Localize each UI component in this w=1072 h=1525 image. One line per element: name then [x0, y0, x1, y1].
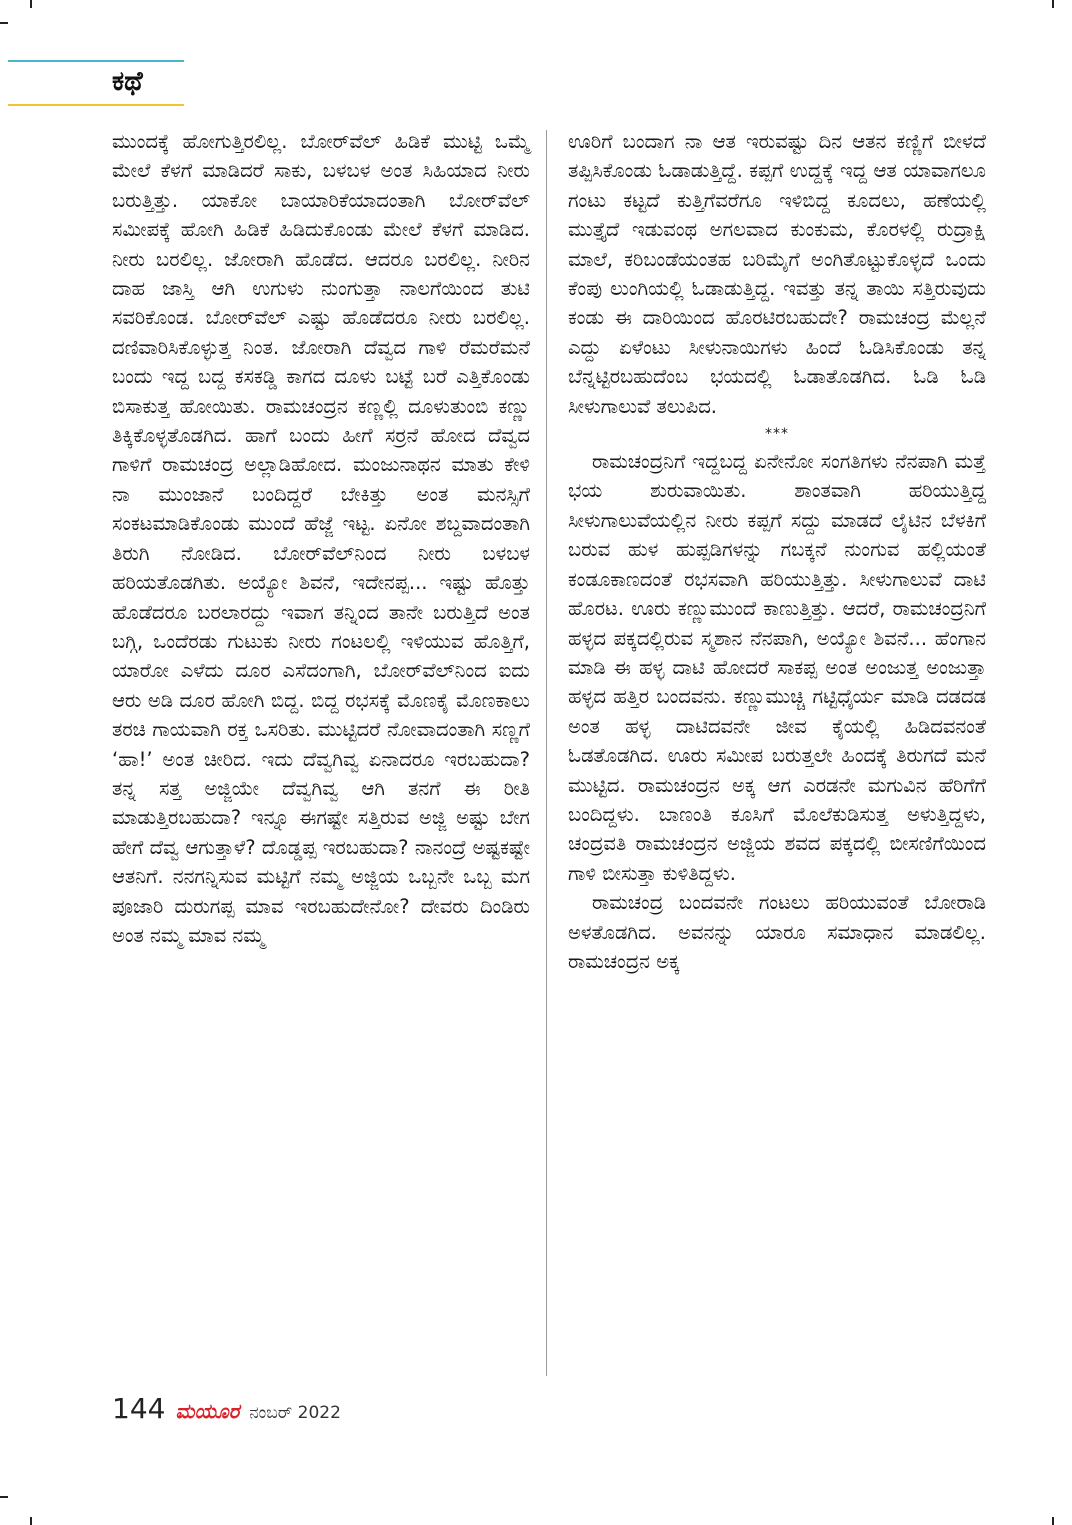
- paragraph: ಮುಂದಕ್ಕೆ ಹೋಗುತ್ತಿರಲಿಲ್ಲ. ಬೋರ್‌ವೆಲ್ ಹಿಡಿಕೆ ಮುಟ್ಟಿ ಒಮ್ಮೆ ಮೇಲೆ ಕೆಳಗೆ ಮಾಡಿದರೆ ಸಾಕು, ಬಳಬಳ ಅಂತ ಸಿಹಿಯಾದ ನೀರು ಬರುತ್ತಿತ್ತು. ಯಾಕೋ ಬಾಯಾರಿಕೆಯಾದಂತಾಗಿ ಬೋರ್‌ವೆಲ್ ಸಮೀಪಕ್ಕೆ ಹೋಗಿ ಹಿಡಿಕೆ ಹಿಡಿದುಕೊಂಡು ಮೇಲೆ ಕೆಳಗೆ ಮಾಡಿದ. ನೀರು ಬರಲಿಲ್ಲ. ಜೋರಾಗಿ ಹೊಡೆದ. ಆದರೂ ಬರಲಿಲ್ಲ. ನೀರಿನ ದಾಹ ಜಾಸ್ತಿ ಆಗಿ ಉಗುಳು ನುಂಗುತ್ತಾ ನಾಲಗೆಯಿಂದ ತುಟಿ ಸವರಿಕೊಂಡ. ಬೋರ್‌ವೆಲ್ ಎಷ್ಟು ಹೊಡೆದರೂ ನೀರು ಬರಲಿಲ್ಲ. ದಣಿವಾರಿಸಿಕೊಳ್ಳುತ್ತ ನಿಂತ. ಜೋರಾಗಿ ದೆವ್ವದ ಗಾಳಿ ರೆಮರೆಮನೆ ಬಂದು ಇದ್ದ ಬದ್ದ ಕಸಕಡ್ಡಿ ಕಾಗದ ದೂಳು ಬಟ್ಟೆ ಬರೆ ಎತ್ತಿಕೊಂಡು ಬಿಸಾಕುತ್ತ ಹೋಯಿತು. ರಾಮಚಂದ್ರನ ಕಣ್ಣಲ್ಲಿ ದೂಳುತುಂಬಿ ಕಣ್ಣು ತಿಕ್ಕಿಕೊಳ್ಳತೊಡಗಿದ. ಹಾಗೆ ಬಂದು ಹೀಗೆ ಸರ್ರನೆ ಹೋದ ದೆವ್ವದ ಗಾಳಿಗೆ ರಾಮಚಂದ್ರ ಅಲ್ಲಾಡಿಹೋದ. ಮಂಜುನಾಥನ ಮಾತು ಕೇಳಿ ನಾ ಮುಂಜಾನೆ ಬಂದಿದ್ದರೆ ಬೇಕಿತ್ತು ಅಂತ ಮನಸ್ಸಿಗೆ ಸಂಕಟಮಾಡಿಕೊಂಡು ಮುಂದೆ ಹೆಜ್ಜೆ ಇಟ್ಟ. ಏನೋ ಶಬ್ದವಾದಂತಾಗಿ ತಿರುಗಿ ನೋಡಿದ. ಬೋರ್‌ವೆಲ್‌ನಿಂದ ನೀರು ಬಳಬಳ ಹರಿಯತೊಡಗಿತು. ಅಯ್ಯೋ ಶಿವನೆ, ಇದೇನಪ್ಪ... ಇಷ್ಟು ಹೊತ್ತು ಹೊಡೆದರೂ ಬರಲಾರದ್ದು ಇವಾಗ ತನ್ನಿಂದ ತಾನೇ ಬರುತ್ತಿದೆ ಅಂತ ಬಗ್ಗಿ, ಒಂದೆರಡು ಗುಟುಕು ನೀರು ಗಂಟಲಲ್ಲಿ ಇಳಿಯುವ ಹೊತ್ತಿಗೆ, ಯಾರೋ ಎಳೆದು ದೂರ ಎಸೆದಂಗಾಗಿ, ಬೋರ್‌ವೆಲ್‌ನಿಂದ ಐದು ಆರು ಅಡಿ ದೂರ ಹೋಗಿ ಬಿದ್ದ. ಬಿದ್ದ ರಭಸಕ್ಕೆ ಮೊಣಕೈ ಮೊಣಕಾಲು ತರಚಿ ಗಾಯವಾಗಿ ರಕ್ತ ಒಸರಿತು. ಮುಟ್ಟಿದರೆ ನೋವಾದಂತಾಗಿ ಸಣ್ಣಗೆ ‘ಹಾ!’ ಅಂತ ಚೀರಿದ. ಇದು ದೆವ್ವಗಿವ್ವ ಏನಾದರೂ ಇರಬಹುದಾ? ತನ್ನ ಸತ್ತ ಅಜ್ಜಿಯೇ ದೆವ್ವಗಿವ್ವ ಆಗಿ ತನಗೆ ಈ ರೀತಿ ಮಾಡುತ್ತಿರಬಹುದಾ? ಇನ್ನೂ ಈಗಷ್ಟೇ ಸತ್ತಿರುವ ಅಜ್ಜಿ ಅಷ್ಟು ಬೇಗ ಹೇಗೆ ದೆವ್ವ ಆಗುತ್ತಾಳೆ? ದೊಡ್ಡಪ್ಪ ಇರಬಹುದಾ? ನಾನಂದ್ರೆ ಅಷ್ಟಕಷ್ಟೇ ಆತನಿಗೆ. ನನಗನ್ನಿಸುವ ಮಟ್ಟಿಗೆ ನಮ್ಮ ಅಜ್ಜಿಯ ಒಬ್ಬನೇ ಒಬ್ಬ ಮಗ ಪೂಜಾರಿ ದುರುಗಪ್ಪ ಮಾವ ಇರಬಹುದೇನೋ? ದೇವರು ದಿಂಡಿರು ಅಂತ ನಮ್ಮ ಮಾವ ನಮ್ಮ: [112, 130, 530, 947]
- crop-mark-bottom-left: [0, 1496, 8, 1498]
- crop-mark-top-right-vertical: [1052, 0, 1054, 8]
- crop-mark-bottom-left-vertical: [30, 1517, 32, 1525]
- text-column-left: [112, 127, 530, 950]
- header-rule-yellow: [8, 104, 184, 106]
- paragraph: ರಾಮಚಂದ್ರನಿಗೆ ಇದ್ದಬದ್ದ ಏನೇನೋ ಸಂಗತಿಗಳು ನೆನಪಾಗಿ ಮತ್ತೆ ಭಯ ಶುರುವಾಯಿತು. ಶಾಂತವಾಗಿ ಹರಿಯುತ್ತಿದ್ದ ಸೀಳುಗಾಲುವೆಯಲ್ಲಿನ ನೀರು ಕಪ್ಪಗೆ ಸದ್ದು ಮಾಡದೆ ಲೈಟಿನ ಬೆಳಕಿಗೆ ಬರುವ ಹುಳ ಹುಪ್ಪಡಿಗಳನ್ನು ಗಬಕ್ಕನೆ ನುಂಗುವ ಹಲ್ಲಿಯಂತೆ ಕಂಡೂಕಾಣದಂತೆ ರಭಸವಾಗಿ ಹರಿಯುತ್ತಿತ್ತು. ಸೀಳುಗಾಲುವೆ ದಾಟಿ ಹೊರಟ. ಊರು ಕಣ್ಣುಮುಂದೆ ಕಾಣುತ್ತಿತ್ತು. ಆದರೆ, ರಾಮಚಂದ್ರನಿಗೆ ಹಳ್ಳದ ಪಕ್ಕದಲ್ಲಿರುವ ಸ್ಮಶಾನ ನೆನಪಾಗಿ, ಅಯ್ಯೋ ಶಿವನೆ... ಹೆಂಗಾನ ಮಾಡಿ ಈ ಹಳ್ಳ ದಾಟಿ ಹೋದರೆ ಸಾಕಪ್ಪ ಅಂತ ಅಂಜುತ್ತ ಅಂಜುತ್ತಾ ಹಳ್ಳದ ಹತ್ತಿರ ಬಂದವನು. ಕಣ್ಣುಮುಚ್ಚಿ ಗಟ್ಟಿಧೈರ್ಯ ಮಾಡಿ ದಡದಡ ಅಂತ ಹಳ್ಳ ದಾಟಿದವನೇ ಜೀವ ಕೈಯಲ್ಲಿ ಹಿಡಿದವನಂತೆ ಓಡತೊಡಗಿದ. ಊರು ಸಮೀಪ ಬರುತ್ತಲೇ ಹಿಂದಕ್ಕೆ ತಿರುಗದೆ ಮನೆ ಮುಟ್ಟಿದ. ರಾಮಚಂದ್ರನ ಅಕ್ಕ ಆಗ ಎರಡನೇ ಮಗುವಿನ ಹೆರಿಗೆಗೆ ಬಂದಿದ್ದಳು. ಬಾಣಂತಿ ಕೂಸಿಗೆ ಮೊಲೆಕುಡಿಸುತ್ತ ಅಳುತ್ತಿದ್ದಳು, ಚಂದ್ರವತಿ ರಾಮಚಂದ್ರನ ಅಜ್ಜಿಯ ಶವದ ಪಕ್ಕದಲ್ಲಿ ಬೀಸಣಿಗೆಯಿಂದ ಗಾಳಿ ಬೀಸುತ್ತಾ ಕುಳಿತಿದ್ದಳು.: [568, 450, 986, 885]
- section-separator: ***: [765, 426, 789, 443]
- text-column-right: [568, 127, 986, 976]
- issue-date: ನಂಬರ್ 2022: [249, 1403, 341, 1423]
- page-footer: [112, 1392, 341, 1428]
- crop-mark-top-left: [0, 22, 8, 24]
- section-title: ಕಥೆ: [112, 66, 143, 97]
- paragraph: ರಾಮಚಂದ್ರ ಬಂದವನೇ ಗಂಟಲು ಹರಿಯುವಂತೆ ಬೋರಾಡಿ ಅಳತೊಡಗಿದ. ಅವನನ್ನು ಯಾರೂ ಸಮಾಧಾನ ಮಾಡಲಿಲ್ಲ. ರಾಮಚಂದ್ರನ ಅಕ್ಕ: [568, 891, 986, 973]
- magazine-logo: ಮಯೂರ: [175, 1399, 240, 1423]
- column-divider: [546, 130, 547, 1376]
- page-number: 144: [112, 1392, 166, 1425]
- crop-mark-top-left-vertical: [30, 0, 32, 8]
- paragraph: ಊರಿಗೆ ಬಂದಾಗ ನಾ ಆತ ಇರುವಷ್ಟು ದಿನ ಆತನ ಕಣ್ಣಿಗೆ ಬೀಳದೆ ತಪ್ಪಿಸಿಕೊಂಡು ಓಡಾಡುತ್ತಿದ್ದೆ. ಕಪ್ಪಗೆ ಉದ್ದಕ್ಕೆ ಇದ್ದ ಆತ ಯಾವಾಗಲೂ ಗಂಟು ಕಟ್ಟದೆ ಕುತ್ತಿಗೆವರೆಗೂ ಇಳಿಬಿದ್ದ ಕೂದಲು, ಹಣೆಯಲ್ಲಿ ಮುತ್ತೈದೆ ಇಡುವಂಥ ಅಗಲವಾದ ಕುಂಕುಮ, ಕೊರಳಲ್ಲಿ ರುದ್ರಾಕ್ಷಿ ಮಾಲೆ, ಕರಿಬಂಡೆಯಂತಹ ಬರಿಮೈಗೆ ಅಂಗಿತೊಟ್ಟುಕೊಳ್ಳದೆ ಒಂದು ಕೆಂಪು ಲುಂಗಿಯಲ್ಲಿ ಓಡಾಡುತ್ತಿದ್ದ. ಇವತ್ತು ತನ್ನ ತಾಯಿ ಸತ್ತಿರುವುದು ಕಂಡು ಈ ದಾರಿಯಿಂದ ಹೊರಟಿರಬಹುದೇ? ರಾಮಚಂದ್ರ ಮೆಲ್ಲನೆ ಎದ್ದು ಏಳೆಂಟು ಸೀಳುನಾಯಿಗಳು ಹಿಂದೆ ಓಡಿಸಿಕೊಂಡು ತನ್ನ ಬೆನ್ನಟ್ಟಿರಬಹುದೆಂಬ ಭಯದಲ್ಲಿ ಓಡಾತೊಡಗಿದ. ಓಡಿ ಓಡಿ ಸೀಳುಗಾಲುವೆ ತಲುಪಿದ.: [568, 130, 986, 418]
- crop-mark-bottom-right-vertical: [1052, 1517, 1054, 1525]
- header-rule-cyan: [8, 60, 184, 62]
